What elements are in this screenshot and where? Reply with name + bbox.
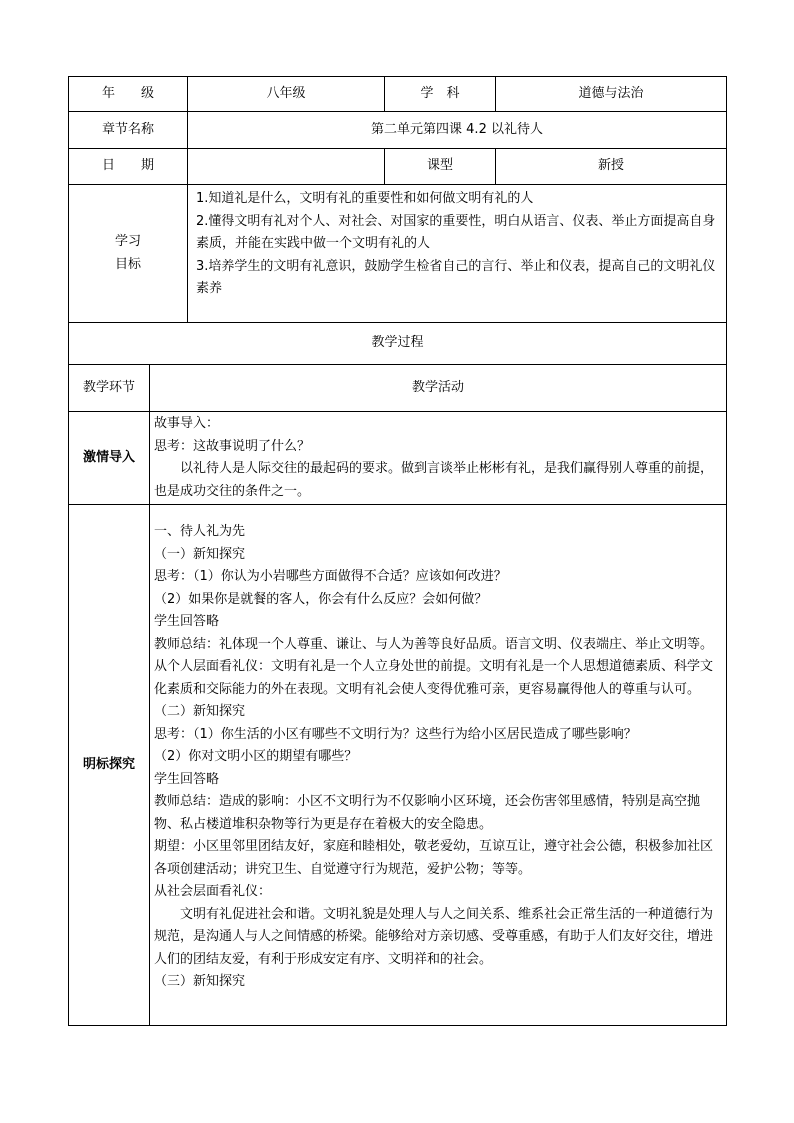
explore-line: 思考：（1）你认为小岩哪些方面做得不合适？应该如何改进？ bbox=[154, 569, 507, 584]
explore-line: （一）新知探究 bbox=[154, 546, 246, 562]
goals-label bbox=[69, 185, 188, 323]
activity-column-header: 教学活动 bbox=[150, 365, 727, 412]
goals-content bbox=[188, 185, 727, 323]
process-header-row bbox=[69, 365, 727, 412]
explore-row bbox=[69, 505, 727, 1026]
type-label: 课型 bbox=[385, 149, 496, 185]
goals-label-line-1: 学习 bbox=[115, 234, 142, 249]
explore-line: 文明有礼促进社会和谐。文明礼貌是处理人与人之间关系、维系社会正常生活的一种道德行为规范，是沟通人与人之间情感的桥梁。能够给对方亲切感、受尊重感，有助于人们友好交往，增进人们的团结友爱，有利于形成安定有序、文明祥和的社会。 bbox=[154, 906, 714, 967]
explore-line: 期望：小区里邻里团结友好，家庭和睦相处，敬老爱幼，互谅互让，遵守社会公德，积极参加社区各项创建活动；讲究卫生、自觉遵守行为规范，爱护公物；等等。 bbox=[154, 839, 714, 877]
goals-label-line-2: 目标 bbox=[115, 256, 142, 272]
explore-line: 教师总结：造成的影响：小区不文明行为不仅影响小区环境，还会伤害邻里感情，特别是高空抛物、私占楼道堆积杂物等行为更是存在着极大的安全隐患。 bbox=[154, 794, 701, 832]
explore-line: 一、待人礼为先 bbox=[154, 524, 246, 539]
intro-row bbox=[69, 412, 727, 505]
lesson-plan-page bbox=[68, 76, 726, 1026]
explore-line: （三）新知探究 bbox=[154, 974, 246, 989]
date-value bbox=[188, 149, 385, 185]
explore-line: （2）如果你是就餐的客人，你会有什么反应？会如何做？ bbox=[154, 591, 488, 607]
explore-activity bbox=[150, 505, 727, 1026]
process-title-row bbox=[69, 323, 727, 365]
explore-line: 学生回答略 bbox=[154, 771, 220, 787]
intro-line: 故事导入： bbox=[154, 416, 220, 431]
goal-item: 2.懂得文明有礼对个人、对社会、对国家的重要性，明白从语言、仪表、举止方面提高自身素质，并能在实践中做一个文明有礼的人 bbox=[196, 213, 716, 251]
explore-line: 思考：（1）你生活的小区有哪些不文明行为？这些行为给小区居民造成了哪些影响？ bbox=[154, 726, 637, 742]
goal-item: 3.培养学生的文明有礼意识，鼓励学生检省自己的言行、举止和仪表，提高自己的文明礼仪素养 bbox=[196, 258, 716, 296]
explore-line: 从社会层面看礼仪： bbox=[154, 884, 272, 899]
chapter-value: 第二单元第四课 4.2 以礼待人 bbox=[188, 112, 727, 149]
explore-stage: 明标探究 bbox=[69, 505, 150, 1026]
grade-subject-row bbox=[69, 77, 727, 112]
explore-line: （2）你对文明小区的期望有哪些？ bbox=[154, 749, 358, 764]
date-label: 日 期 bbox=[69, 149, 188, 185]
grade-value: 八年级 bbox=[188, 77, 385, 112]
explore-line: 学生回答略 bbox=[154, 614, 220, 629]
lesson-plan-table bbox=[68, 76, 727, 1026]
intro-line: 以礼待人是人际交往的最起码的要求。做到言谈举止彬彬有礼，是我们赢得别人尊重的前提，也是成功交往的条件之一。 bbox=[154, 461, 714, 499]
process-title: 教学过程 bbox=[69, 323, 727, 365]
chapter-label: 章节名称 bbox=[69, 112, 188, 149]
type-value: 新授 bbox=[496, 149, 727, 185]
subject-label: 学 科 bbox=[385, 77, 496, 112]
intro-line: 思考：这故事说明了什么？ bbox=[154, 438, 311, 454]
goal-item: 1.知道礼是什么，文明有礼的重要性和如何做文明有礼的人 bbox=[196, 191, 534, 206]
chapter-row bbox=[69, 112, 727, 149]
date-type-row bbox=[69, 149, 727, 185]
intro-stage: 激情导入 bbox=[69, 412, 150, 505]
subject-value: 道德与法治 bbox=[496, 77, 727, 112]
grade-label: 年 级 bbox=[69, 77, 188, 112]
stage-column-header: 教学环节 bbox=[69, 365, 150, 412]
goals-row bbox=[69, 185, 727, 323]
explore-line: 教师总结：礼体现一个人尊重、谦让、与人为善等良好品质。语言文明、仪表端庄、举止文明等。从个人层面看礼仪：文明有礼是一个人立身处世的前提。文明有礼是一个人思想道德素质、科学文化素质和交际能力的外在表现。文明有礼会使人变得优雅可亲，更容易赢得他人的尊重与认可。 bbox=[154, 636, 714, 697]
explore-line: （二）新知探究 bbox=[154, 704, 246, 719]
intro-activity bbox=[150, 412, 727, 505]
